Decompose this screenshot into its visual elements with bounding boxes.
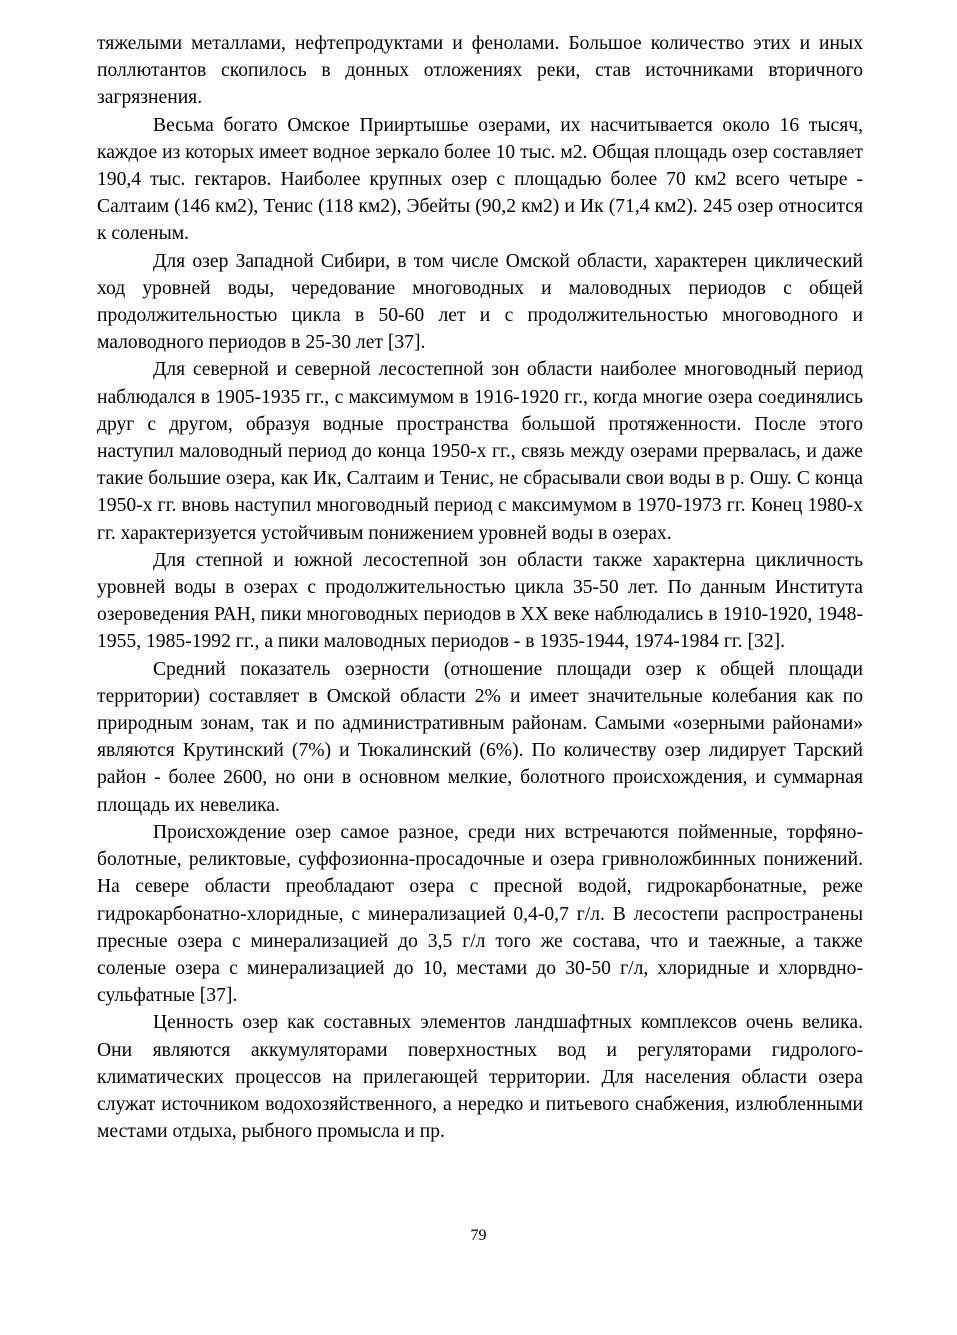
paragraph-cyclic-levels: Для озер Западной Сибири, в том числе Омской области, характерен циклический ход уровней воды, чередование многоводных и маловодных периодов с общей продолжительностью цикла в 50-60 лет и с продолжительностью многоводного и маловодного периодов в 25-30 лет [37]. <box>97 250 863 354</box>
paragraph-continuation: тяжелыми металлами, нефтепродуктами и фенолами. Большое количество этих и иных поллютантов скопилось в донных отложениях реки, став источниками вторичного загрязнения. <box>97 33 863 109</box>
paragraph-steppe-zones: Для степной и южной лесостепной зон области также характерна цикличность уровней воды в озерах с продолжительностью цикла 35-50 лет. По данным Института озероведения РАН, пики многоводных периодов в XX веке наблюдались в 1910-1920, 1948-1955, 1985-1992 гг., а пики маловодных периодов - в 1935-1944, 1974-1984 гг. [32]. <box>97 549 863 653</box>
paragraph-lake-coverage: Средний показатель озерности (отношение площади озер к общей площади территории) составляет в Омской области 2% и имеет значительные колебания как по природным зонам, так и по административным районам. Самыми «озерными районами» являются Крутинский (7%) и Тюкалинский (6%). По количеству озер лидирует Тарский район - более 2600, но они в основном мелкие, болотного происхождения, и суммарная площадь их невелика. <box>97 658 863 816</box>
paragraph-lake-value: Ценность озер как составных элементов ландшафтных комплексов очень велика. Они являются аккумуляторами поверхностных вод и регуляторами гидролого-климатических процессов на прилегающей территории. Для населения области озера служат источником водохозяйственного, а нередко и питьевого снабжения, излюбленными местами отдыха, рыбного промысла и пр. <box>97 1012 863 1143</box>
page-body <box>97 30 863 1145</box>
page-number: 79 <box>470 1227 487 1244</box>
paragraph-northern-zones: Для северной и северной лесостепной зон области наиболее многоводный период наблюдался в 1905-1935 гг., с максимумом в 1916-1920 гг., когда многие озера соединялись друг с другом, образуя водные пространства большой протяженности. После этого наступил маловодный период до конца 1950-х гг., связь между озерами прервалась, и даже такие большие озера, как Ик, Салтаим и Тенис, не сбрасывали свои воды в р. Ошу. С конца 1950-х гг. вновь наступил многоводный период с максимумом в 1970-1973 гг. Конец 1980-х гг. характеризуется устойчивым понижением уровней воды в озерах. <box>97 359 863 544</box>
paragraph-lake-origin: Происхождение озер самое разное, среди них встречаются пойменные, торфяно-болотные, реликтовые, суффозионна-просадочные и озера гривноложбинных понижений. На севере области преобладают озера с пресной водой, гидрокарбонатные, реже гидрокарбонатно-хлоридные, с минерализацией 0,4-0,7 г/л. В лесостепи распространены пресные озера с минерализацией до 3,5 г/л того же состава, что и таежные, а также соленые озера с минерализацией до 10, местами до 30-50 г/л, хлоридные и хлорвдно-сульфатные [37]. <box>97 821 863 1007</box>
paragraph-lakes-count: Весьма богато Омское Прииртышье озерами, их насчитывается около 16 тысяч, каждое из которых имеет водное зеркало более 10 тыс. м2. Общая площадь озер составляет 190,4 тыс. гектаров. Наиболее крупных озер с площадью более 70 км2 всего четыре - Салтаим (146 км2), Тенис (118 км2), Эбейты (90,2 км2) и Ик (71,4 км2). 245 озер относится к соленым. <box>97 114 863 245</box>
